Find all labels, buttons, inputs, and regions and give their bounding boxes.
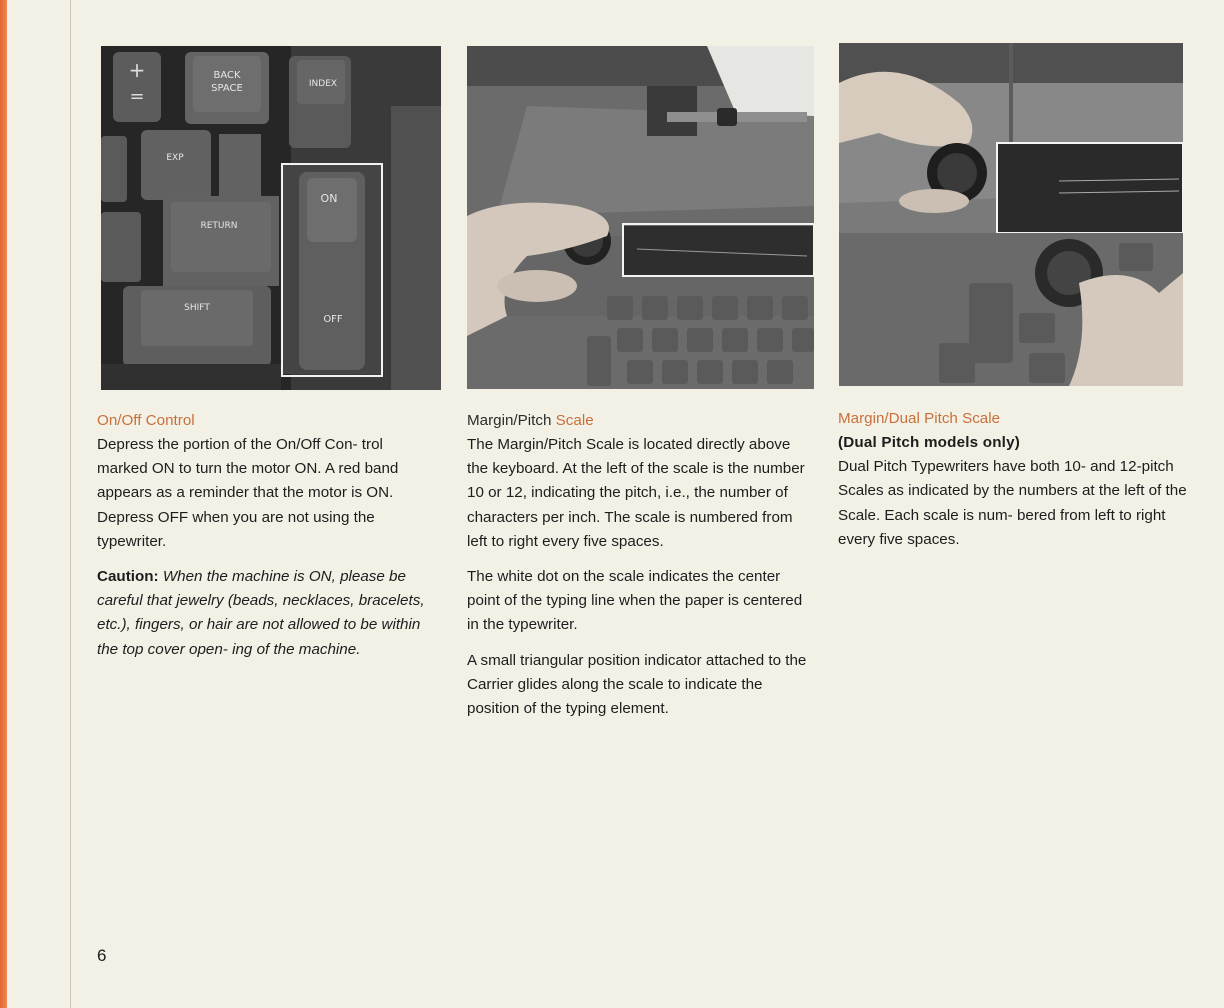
caution-paragraph <box>97 565 437 662</box>
key-exp-label: EXP <box>166 153 184 163</box>
key-back-label: BACK <box>213 70 241 81</box>
heading-scale: Scale <box>555 412 594 429</box>
column-on-off-control <box>97 409 437 662</box>
heading-margin-pitch: Margin/Pitch <box>467 412 552 429</box>
photo-margin-pitch-scale <box>467 46 814 389</box>
caution-label: Caution: <box>97 568 159 586</box>
heading-on-off-control: On/Off Control <box>97 412 195 429</box>
page-edge-line <box>70 0 71 1008</box>
orange-edge-band <box>0 0 7 1008</box>
column-margin-pitch-scale <box>467 409 807 721</box>
key-equals: = <box>129 86 145 107</box>
key-off-label: OFF <box>323 314 343 325</box>
photo-on-off-control <box>101 46 441 390</box>
margin-pitch-paragraph-1: The Margin/Pitch Scale is located directly above the keyboard. At the left of the scale is the number 10 or 12, indicating the pitch, i.e., the number of characters per inch. The scale is numbered from left to right every five spaces. <box>467 436 805 550</box>
key-return-label: RETURN <box>200 221 238 231</box>
caution-text: When the machine is ON, please be careful that jewelry (beads, necklaces, bracelets, etc.), fingers, or hair are not allowed to be within the top cover open- ing of the machine. <box>97 568 425 658</box>
margin-pitch-paragraph-2: The white dot on the scale indicates the center point of the typing line when the paper is centered in the typewriter. <box>467 568 803 634</box>
heading-margin-pitch-scale <box>467 409 807 433</box>
photo-dual-pitch-scale <box>839 43 1183 386</box>
key-index-label: INDEX <box>308 79 338 89</box>
dual-pitch-description: Dual Pitch Typewriters have both 10- and 12-pitch Scales as indicated by the numbers at the left of the Scale. Each scale is num- bered from left to right every five spaces. <box>838 458 1187 548</box>
key-space-label: SPACE <box>211 83 243 94</box>
key-on-label: ON <box>320 192 338 205</box>
subheading-dual-pitch-models: (Dual Pitch models only) <box>838 434 1021 451</box>
column-dual-pitch-scale <box>838 407 1198 552</box>
key-plus: + <box>128 58 146 82</box>
heading-dual-pitch-scale: Margin/Dual Pitch Scale <box>838 410 1001 427</box>
page-number: 6 <box>97 946 107 965</box>
margin-pitch-paragraph-3: A small triangular position indicator attached to the Carrier glides along the scale to indicate the position of the typing element. <box>467 651 807 718</box>
key-shift-label: SHIFT <box>184 303 210 313</box>
on-off-description: Depress the portion of the On/Off Con- trol marked ON to turn the motor ON. A red band appears as a reminder that the motor is ON. Depress OFF when you are not using the typewriter. <box>97 436 399 550</box>
